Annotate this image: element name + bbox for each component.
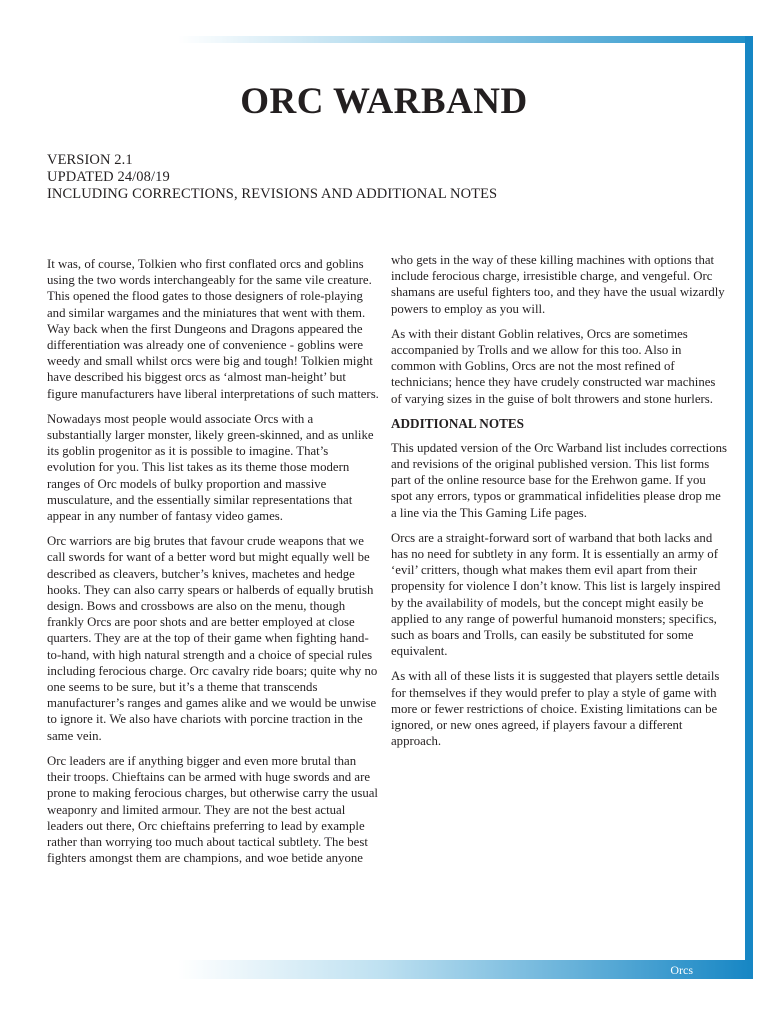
left-column <box>47 256 379 875</box>
paragraph: This updated version of the Orc Warband list includes corrections and revisions of the original published version. This list forms part of the online resource base for the Erehwon game. If you spot any errors, typos or grammatical infidelities please drop me a line via the This Gaming Life pages. <box>391 440 727 520</box>
right-column <box>391 252 729 758</box>
version-number: VERSION 2.1 <box>47 152 133 168</box>
section-heading: ADDITIONAL NOTES <box>391 415 525 431</box>
footer-bar <box>178 960 753 979</box>
version-block <box>47 152 727 203</box>
page-title: ORC WARBAND <box>240 81 528 122</box>
paragraph: Nowadays most people would associate Orcs with a substantially larger monster, likely green-skinned, and as unlike its goblin progenitor as it is possible to imagine. That’s evolution for you. This list takes as its theme those modern ranges of Orc models of bulky proportion and massive musculature, and the essentially similar representations that appear in any number of fantasy video games. <box>47 411 374 524</box>
paragraph: Orcs are a straight-forward sort of warband that both lacks and has no need for subtlety in any form. It is essentially an army of ‘evil’ critters, though what makes them evil apart from their propensity for violence I don’t know. This list is largely inspired by the availability of models, but the concept might easily be applied to any range of powerful humanoid monsters; specifics, such as boars and Trolls, can easily be substituted for some equivalent. <box>391 530 721 659</box>
paragraph: As with all of these lists it is suggested that players settle details for themselves if they would prefer to play a style of game with more or fewer restrictions of choice. Existing limitations can be ignored, or new ones agreed, if players favour a different approach. <box>391 669 720 749</box>
top-accent-bar <box>178 36 753 43</box>
update-date: UPDATED 24/08/19 <box>47 169 170 185</box>
footer-section-label: Orcs <box>670 963 693 977</box>
paragraph: It was, of course, Tolkien who first conflated orcs and goblins using the two words interchangeably for the same vile creature. This opened the flood gates to those designers of role-playing and similar wargames and the miniatures that went with them. Way back when the first Dungeons and Dragons appeared the differentiation was already one of convenience - goblins were weedy and small whilst orcs were big and tough! Tolkien might have described his biggest orcs as ‘almost man-height’ but figure manufacturers have liberal interpretations of such matters. <box>47 257 379 401</box>
paragraph: Orc leaders are if anything bigger and even more brutal than their troops. Chieftains can be armed with huge swords and are prone to making ferocious charges, but otherwise carry the usual weaponry and limited armour. They are not the best actual leaders out there, Orc chieftains preferring to lead by example rather than worrying too much about tactical subtlety. The best fighters amongst them are champions, and woe betide anyone <box>47 753 378 866</box>
paragraph: who gets in the way of these killing machines with options that include ferocious charge, irresistible charge, and vengeful. Orc shamans are useful fighters too, and they have the usual wizardly powers to employ as you will. <box>391 253 725 316</box>
paragraph: Orc warriors are big brutes that favour crude weapons that we call swords for want of a better word but might equally well be described as cleavers, butcher’s knives, machetes and hedge hooks. They can also carry spears or halberds of equally brutish design. Bows and crossbows are also on the menu, though frankly Orcs are poor shots and are better employed at close quarters. They are at the top of their game when fighting hand-to-hand, with high natural strength and a choice of special rules including ferocious charge. Orc cavalry ride boars; quite why no one seems to be sure, but it’s a theme that transcends manufacturer’s ranges and games alike and we would be unwise to ignore it. We also have chariots with porcine traction in the same vein. <box>47 534 378 743</box>
version-notes: INCLUDING CORRECTIONS, REVISIONS AND ADDITIONAL NOTES <box>47 186 498 202</box>
paragraph: As with their distant Goblin relatives, Orcs are sometimes accompanied by Trolls and we allow for this too. Also in common with Goblins, Orcs are not the most refined of technicians; hence they have crudely constructed war machines of varying sizes in the guise of bolt throwers and stone hurlers. <box>391 326 716 406</box>
right-accent-bar <box>745 36 753 968</box>
